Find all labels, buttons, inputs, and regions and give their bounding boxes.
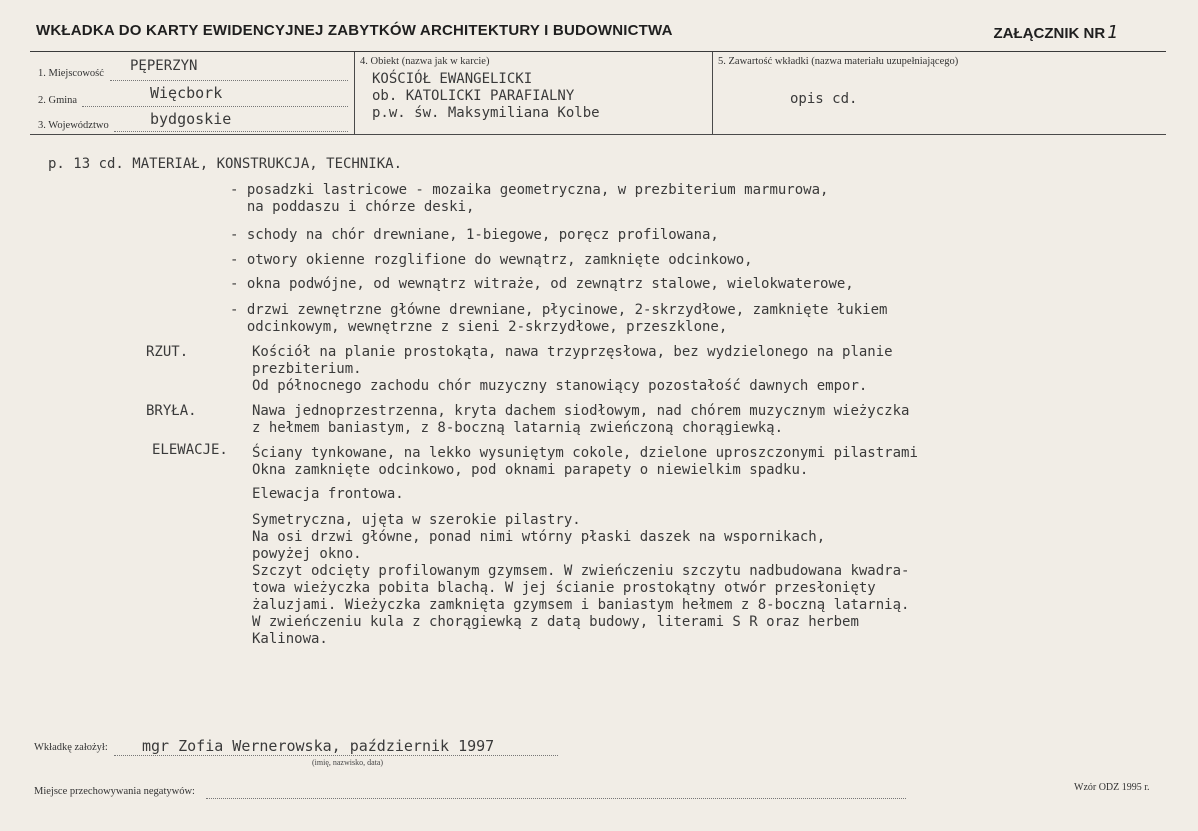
- front-elevation-line: Na osi drzwi główne, ponad nimi wtórny płaski daszek na wspornikach,: [252, 529, 826, 545]
- material-line: odcinkowym, wewnętrzne z sieni 2-skrzydłowe, przeszklone,: [230, 319, 728, 335]
- elevations-line: Okna zamknięte odcinkowo, pod oknami parapety o niewielkim spadku.: [252, 462, 809, 478]
- author-value: mgr Zofia Wernerowska, październik 1997: [142, 737, 495, 755]
- material-line: - okna podwójne, od wewnątrz witraże, od zewnątrz stalowe, wielokwaterowe,: [230, 276, 854, 292]
- contents-value: opis cd.: [790, 91, 858, 107]
- mass-line: z hełmem baniastym, z 8-boczną latarnią zwieńczoną chorągiewką.: [252, 420, 784, 436]
- object-label: 4. Obiekt (nazwa jak w karcie): [360, 56, 490, 67]
- annex-number-value: 1: [1107, 22, 1118, 43]
- plan-line: Od północnego zachodu chór muzyczny stanowiący pozostałość dawnych empor.: [252, 378, 868, 394]
- province-value: bydgoskie: [150, 110, 232, 128]
- elevations-label: ELEWACJE.: [152, 442, 228, 458]
- plan-label: RZUT.: [146, 344, 189, 360]
- material-line: - schody na chór drewniane, 1-biegowe, poręcz profilowana,: [230, 227, 719, 243]
- form-code: Wzór ODZ 1995 r.: [1074, 782, 1150, 793]
- negatives-label: Miejsce przechowywania negatywów:: [34, 786, 195, 797]
- author-label: Wkładkę założył:: [34, 742, 108, 753]
- annex-label: ZAŁĄCZNIK NR: [993, 25, 1106, 42]
- locality-dotline: [110, 80, 348, 81]
- commune-dotline: [82, 106, 348, 107]
- author-dotline: [114, 755, 558, 756]
- front-elevation-line: towa wieżyczka pobita blachą. W jej ścianie prostokątny otwór przesłonięty: [252, 580, 876, 596]
- front-elevation-line: Symetryczna, ujęta w szerokie pilastry.: [252, 512, 581, 528]
- locality-label: 1. Miejscowość: [38, 68, 104, 79]
- front-elevation-heading: Elewacja frontowa.: [252, 486, 404, 502]
- plan-line: prezbiterium.: [252, 361, 362, 377]
- commune-label: 2. Gmina: [38, 95, 78, 106]
- column-divider: [712, 52, 713, 134]
- header-top-rule: [30, 51, 1166, 52]
- mass-label: BRYŁA.: [146, 403, 197, 419]
- header-bottom-rule: [30, 134, 1166, 135]
- plan-line: Kościół na planie prostokąta, nawa trzyprzęsłowa, bez wydzielonego na planie: [252, 344, 893, 360]
- locality-value: PĘPERZYN: [130, 58, 198, 74]
- section-heading: p. 13 cd. MATERIAŁ, KONSTRUKCJA, TECHNIKA.: [48, 156, 403, 172]
- object-line: ob. KATOLICKI PARAFIALNY: [372, 88, 575, 104]
- province-label: 3. Województwo: [38, 120, 109, 131]
- front-elevation-line: żaluzjami. Wieżyczka zamknięta gzymsem i baniastym hełmem z 8-boczną latarnią.: [252, 597, 910, 613]
- material-line: - otwory okienne rozglifione do wewnątrz, zamknięte odcinkowo,: [230, 252, 753, 268]
- province-dotline: [114, 131, 348, 132]
- material-line: - drzwi zewnętrzne główne drewniane, płycinowe, 2-skrzydłowe, zamknięte łukiem: [230, 302, 888, 318]
- contents-label: 5. Zawartość wkładki (nazwa materiału uzupełniającego): [718, 56, 959, 67]
- front-elevation-line: Szczyt odcięty profilowanym gzymsem. W zwieńczeniu szczytu nadbudowana kwadra-: [252, 563, 910, 579]
- material-line: - posadzki lastricowe - mozaika geometryczna, w prezbiterium marmurowa,: [230, 182, 829, 198]
- mass-line: Nawa jednoprzestrzenna, kryta dachem siodłowym, nad chórem muzycznym wieżyczka: [252, 403, 910, 419]
- front-elevation-line: Kalinowa.: [252, 631, 328, 647]
- form-title: WKŁADKA DO KARTY EWIDENCYJNEJ ZABYTKÓW ARCHITEKTURY I BUDOWNICTWA: [36, 22, 673, 39]
- object-line: KOŚCIÓŁ EWANGELICKI: [372, 71, 533, 87]
- negatives-dotline: [206, 798, 906, 799]
- annex-number: [994, 22, 1119, 43]
- material-line: na poddaszu i chórze deski,: [230, 199, 475, 215]
- front-elevation-line: powyżej okno.: [252, 546, 362, 562]
- author-hint: (imię, nazwisko, data): [312, 758, 384, 767]
- column-divider: [354, 52, 355, 134]
- commune-value: Więcbork: [150, 84, 223, 102]
- front-elevation-line: W zwieńczeniu kula z chorągiewką z datą budowy, literami S R oraz herbem: [252, 614, 859, 630]
- elevations-line: Ściany tynkowane, na lekko wysuniętym cokole, dzielone uproszczonymi pilastrami: [252, 445, 918, 461]
- object-line: p.w. św. Maksymiliana Kolbe: [372, 105, 600, 121]
